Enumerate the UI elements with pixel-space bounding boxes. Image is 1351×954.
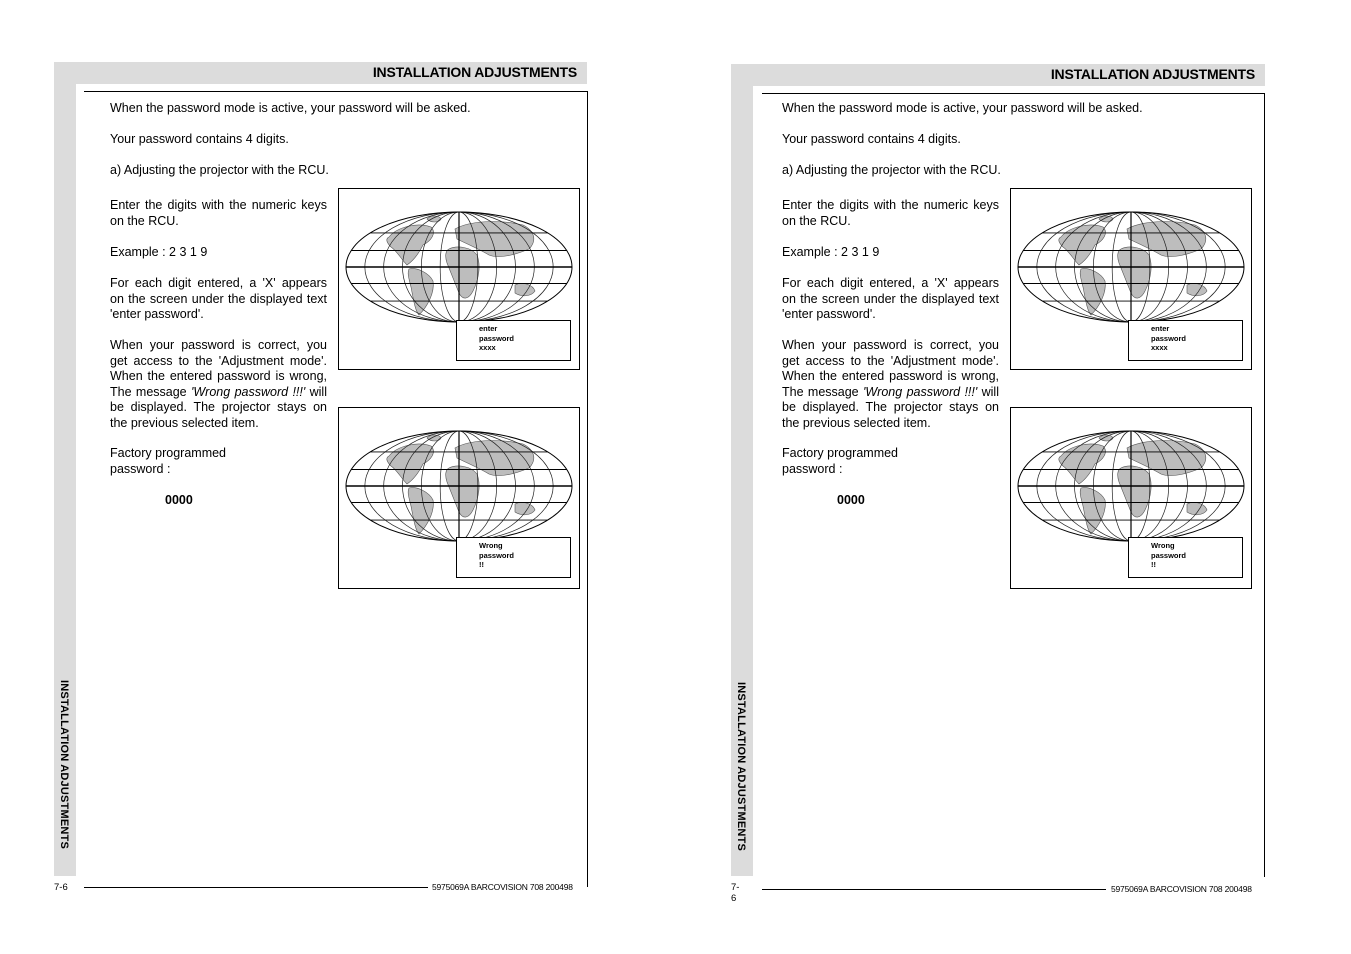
frame-top-line xyxy=(762,93,1265,94)
footer-page-number: 7-6 xyxy=(731,882,740,904)
osd-line-3: xxxx xyxy=(1151,343,1168,352)
figure-wrong-password xyxy=(1010,407,1252,589)
side-section-label: INSTALLATION ADJUSTMENTS xyxy=(58,680,70,849)
paragraph-enter-digits: Enter the digits with the numeric keys on the RCU. xyxy=(782,198,999,228)
paragraph-factory-password: Factory programmed password : xyxy=(782,446,899,476)
paragraph-digit-x: For each digit entered, a 'X' appears on the screen under the displayed text 'enter password'. xyxy=(782,276,999,321)
header-bar xyxy=(731,64,1265,86)
paragraph-example: Example : 2 3 1 9 xyxy=(782,245,880,259)
paragraph-password-mode: When the password mode is active, your password will be asked. xyxy=(782,101,1143,115)
page-header-title: INSTALLATION ADJUSTMENTS xyxy=(372,64,577,80)
paragraph-digit-x: For each digit entered, a 'X' appears on the screen under the displayed text 'enter password'. xyxy=(110,276,327,321)
paragraph-enter-digits: Enter the digits with the numeric keys on the RCU. xyxy=(110,198,327,228)
footer-reference: 5975069A BARCOVISION 708 200498 xyxy=(432,882,573,892)
frame-right-line xyxy=(587,91,588,887)
text-correct-part2: will be displayed. The projector stays on the previous selected item. xyxy=(110,384,327,430)
osd-wrong-password-box xyxy=(1128,537,1243,578)
factory-password-value: 0000 xyxy=(165,493,193,507)
osd-line-3: !! xyxy=(479,560,484,569)
side-section-label: INSTALLATION ADJUSTMENTS xyxy=(735,682,747,851)
paragraph-example: Example : 2 3 1 9 xyxy=(110,245,208,259)
footer-page-number: 7-6 xyxy=(54,882,68,893)
footer-reference: 5975069A BARCOVISION 708 200498 xyxy=(1111,884,1252,894)
osd-line-2: password xyxy=(479,550,515,560)
page-header-title: INSTALLATION ADJUSTMENTS xyxy=(1050,66,1255,82)
frame-right-line xyxy=(1264,93,1265,877)
paragraph-password-digits: Your password contains 4 digits. xyxy=(110,132,289,146)
paragraph-password-mode: When the password mode is active, your password will be asked. xyxy=(110,101,471,115)
footer-rule xyxy=(762,889,1106,890)
paragraph-factory-password: Factory programmed password : xyxy=(110,446,227,476)
osd-line-3: !! xyxy=(1151,560,1156,569)
osd-enter-password-box xyxy=(1128,320,1243,361)
paragraph-password-digits: Your password contains 4 digits. xyxy=(782,132,961,146)
paragraph-password-correct xyxy=(782,338,999,431)
osd-line-2: password xyxy=(1151,333,1187,343)
osd-line-1: enter xyxy=(1151,324,1170,333)
text-correct-part1: When your password is correct, you get access to the 'Adjustment mode'. When the entered password is wrong, The message xyxy=(110,338,327,399)
osd-line-1: enter xyxy=(479,324,498,333)
text-wrong-password-msg: 'Wrong password !!!' xyxy=(191,384,306,399)
text-correct-part2: will be displayed. The projector stays on the previous selected item. xyxy=(782,384,999,430)
text-wrong-password-msg: 'Wrong password !!!' xyxy=(863,384,978,399)
osd-line-2: password xyxy=(479,333,515,343)
paragraph-adjusting-rcu: a) Adjusting the projector with the RCU. xyxy=(782,163,1001,177)
paragraph-adjusting-rcu: a) Adjusting the projector with the RCU. xyxy=(110,163,329,177)
figure-enter-password xyxy=(1010,188,1252,370)
osd-line-2: password xyxy=(1151,550,1187,560)
osd-line-3: xxxx xyxy=(479,343,496,352)
osd-line-1: Wrong xyxy=(479,541,503,550)
text-correct-part1: When your password is correct, you get access to the 'Adjustment mode'. When the entered password is wrong, The message xyxy=(782,338,999,399)
factory-password-value: 0000 xyxy=(837,493,865,507)
osd-line-1: Wrong xyxy=(1151,541,1175,550)
